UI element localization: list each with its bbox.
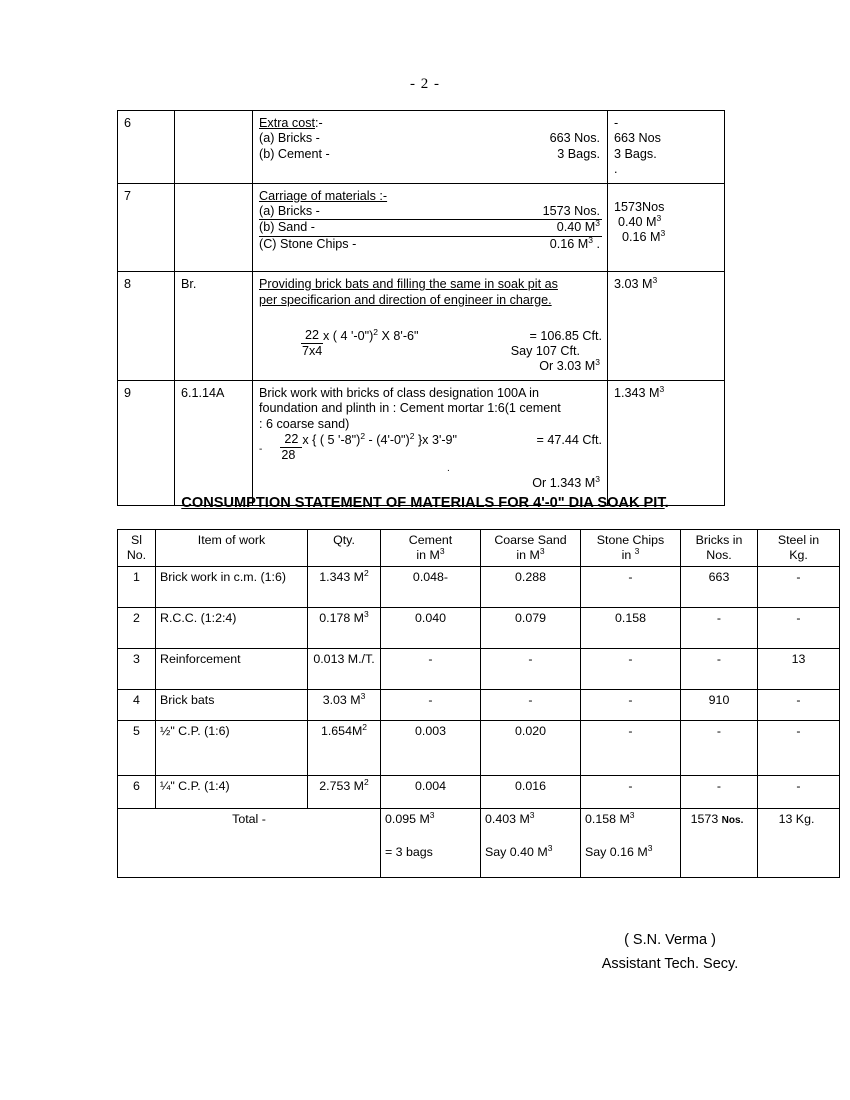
formula-result-1: = 47.44 Cft.: [536, 432, 602, 447]
formula-dot: .: [447, 462, 450, 474]
estimate-qty-7: [608, 183, 725, 272]
cell-chips: -: [581, 649, 681, 690]
total-sand: 0.403 $M^3$ Say 0.40 $M^3$: [481, 809, 581, 878]
carriage-sand-label: (b) Sand -: [259, 220, 315, 235]
cell-bricks: 910: [681, 690, 758, 721]
carriage-chips-value: 0.16 $M^3$ .: [549, 234, 600, 251]
estimate-description-8: [253, 272, 608, 380]
description-item-line: [259, 234, 602, 252]
consumption-statement-heading: [0, 495, 850, 511]
desc-line: Brick work with bricks of class designation 100A in: [259, 385, 539, 400]
estimate-table: [117, 110, 725, 506]
estimate-code-9: 6.1.14A: [175, 380, 253, 505]
cell-cement: 0.040: [381, 608, 481, 649]
cell-cement: 0.048-: [381, 567, 481, 608]
table-row: [118, 776, 840, 809]
carriage-sand-value: 0.40 $M^3$: [556, 218, 600, 235]
table-row: [118, 649, 840, 690]
formula-result-3: Or 3.03 $M^3$: [539, 357, 600, 374]
estimate-qty-6: [608, 111, 725, 184]
table-row: [118, 272, 725, 380]
cell-cement: 0.004: [381, 776, 481, 809]
formula-result-2: Or 1.343 $M^3$: [532, 473, 600, 491]
carriage-bricks-label: (a) Bricks -: [259, 204, 320, 219]
cell-qty: 0.178 $M^3$: [308, 608, 381, 649]
cement-label: (b) Cement -: [259, 146, 330, 161]
table-row: [118, 183, 725, 272]
heading-tail: .: [664, 495, 669, 511]
carriage-chips-label: (C) Stone Chips -: [259, 236, 357, 251]
estimate-sl-6: 6: [118, 111, 175, 184]
description-item-line: [259, 131, 602, 146]
total-cement: 0.095 $M^3$ = 3 bags: [381, 809, 481, 878]
cell-sand: -: [481, 690, 581, 721]
formula-dash: -: [259, 443, 263, 455]
cell-chips: -: [581, 690, 681, 721]
estimate-description-6: [253, 111, 608, 184]
cell-steel: -: [758, 721, 840, 776]
description-item-line: [259, 204, 602, 220]
cell-item: R.C.C. (1:2:4): [156, 608, 308, 649]
cell-item: ¼" C.P. (1:4): [156, 776, 308, 809]
cell-sand: 0.079: [481, 608, 581, 649]
table-row: [118, 608, 840, 649]
estimate-qty-9: 1.343 $M^3$: [608, 380, 725, 505]
table-row: [118, 111, 725, 184]
cell-bricks: -: [681, 649, 758, 690]
spacer: [259, 308, 602, 328]
cell-steel: -: [758, 776, 840, 809]
cell-qty: 2.753 $M^2$: [308, 776, 381, 809]
cell-sand: 0.016: [481, 776, 581, 809]
estimate-description-9: [253, 380, 608, 505]
bricks-label: (a) Bricks -: [259, 131, 320, 146]
fraction-denominator: 7x4: [302, 344, 323, 359]
cell-sl: 4: [118, 690, 156, 721]
description-title-line: [259, 189, 602, 204]
table-header-row: [118, 530, 840, 567]
cell-sl: 6: [118, 776, 156, 809]
column-header-stone-chips: Stone Chips in $^3$: [581, 530, 681, 567]
fraction-numerator: 22: [301, 328, 323, 344]
table-row: [118, 380, 725, 505]
column-header-steel-in-kg: Steel in Kg.: [758, 530, 840, 567]
cell-item: ½" C.P. (1:6): [156, 721, 308, 776]
desc-line: Providing brick bats and filling the same in soak pit as: [259, 277, 558, 292]
cell-item: Brick bats: [156, 690, 308, 721]
cell-sl: 1: [118, 567, 156, 608]
cell-qty: $1.654M^2$: [308, 721, 381, 776]
cell-chips: -: [581, 776, 681, 809]
desc-line: foundation and plinth in : Cement mortar 1:6(1 cement: [259, 401, 561, 416]
formula-expression: x ( 4 '-0")$^2$ X 8'-6": [323, 326, 419, 344]
estimate-sl-7: 7: [118, 183, 175, 272]
qty-line: 1573Nos: [614, 199, 665, 214]
extra-cost-title: Extra cost: [259, 116, 315, 130]
desc-line: per specificarion and direction of engineer in charge.: [259, 292, 552, 307]
page-number: - 2 -: [410, 76, 440, 92]
cell-sand: 0.288: [481, 567, 581, 608]
qty-line: .: [614, 162, 618, 177]
qty-line: 3 Bags.: [614, 146, 657, 161]
cement-value: 3 Bags.: [557, 146, 600, 161]
estimate-code-6: [175, 111, 253, 184]
total-chips: 0.158 $M^3$ Say 0.16 $M^3$: [581, 809, 681, 878]
cell-sl: 3: [118, 649, 156, 690]
cell-sand: -: [481, 649, 581, 690]
formula-expression: x { ( 5 '-8")$^2$ - (4'-0")$^2$ }x 3'-9": [302, 430, 458, 447]
heading-text: CONSUMPTION STATEMENT OF MATERIALS FOR 4'-0" DIA SOAK PIT: [181, 495, 665, 511]
signatory-name: ( S.N. Verma ): [624, 932, 716, 948]
consumption-table: [117, 529, 840, 878]
column-header-qty: Qty.: [308, 530, 381, 567]
estimate-sl-8: 8: [118, 272, 175, 380]
column-header-coarse-sand: Coarse Sand in $M^3$: [481, 530, 581, 567]
cell-steel: -: [758, 690, 840, 721]
fraction: [301, 328, 323, 360]
signatory-designation: Assistant Tech. Secy.: [601, 956, 739, 972]
formula-line: [259, 432, 602, 464]
estimate-description-7: [253, 183, 608, 272]
signature-block: [530, 928, 810, 976]
fraction-denominator: 28: [281, 448, 296, 463]
cell-bricks: -: [681, 776, 758, 809]
cell-chips: -: [581, 721, 681, 776]
table-row: [118, 721, 840, 776]
cell-qty: 1.343 $M^2$: [308, 567, 381, 608]
desc-line: : 6 coarse sand): [259, 416, 350, 431]
description-item-line: [259, 220, 602, 236]
cell-item: Reinforcement: [156, 649, 308, 690]
cell-cement: 0.003: [381, 721, 481, 776]
column-header-bricks-in-nos: Bricks in Nos.: [681, 530, 758, 567]
spacer: [614, 189, 719, 200]
qty-line: -: [614, 116, 619, 130]
carriage-bricks-value: 1573 Nos.: [542, 204, 600, 219]
cell-chips: -: [581, 567, 681, 608]
description-item-line: [259, 147, 602, 162]
total-bricks: 1573 Nos.: [681, 809, 758, 878]
cell-bricks: 663: [681, 567, 758, 608]
formula-result-2: Say 107 Cft.: [510, 343, 580, 358]
fraction-numerator: 22: [280, 432, 302, 448]
estimate-code-7: [175, 183, 253, 272]
formula-result-1: = 106.85 Cft.: [529, 329, 602, 344]
cell-cement: -: [381, 649, 481, 690]
cell-chips: 0.158: [581, 608, 681, 649]
cell-sl: 5: [118, 721, 156, 776]
estimate-qty-8: 3.03 $M^3$: [608, 272, 725, 380]
table-row: [118, 567, 840, 608]
column-header-cement: Cement in $M^3$: [381, 530, 481, 567]
cell-steel: -: [758, 608, 840, 649]
title-suffix: :-: [315, 116, 323, 130]
column-header-item-of-work: Item of work: [156, 530, 308, 567]
bricks-value: 663 Nos.: [549, 131, 600, 146]
carriage-title: Carriage of materials :-: [259, 188, 388, 203]
cell-steel: -: [758, 567, 840, 608]
cell-bricks: -: [681, 608, 758, 649]
table-total-row: [118, 809, 840, 878]
estimate-sl-9: 9: [118, 380, 175, 505]
cell-sl: 2: [118, 608, 156, 649]
fraction: [280, 432, 302, 464]
cell-bricks: -: [681, 721, 758, 776]
cell-sand: 0.020: [481, 721, 581, 776]
qty-line: 0.16 $M^3$: [622, 228, 666, 245]
cell-qty: 3.03 $M^3$: [308, 690, 381, 721]
cell-item: Brick work in c.m. (1:6): [156, 567, 308, 608]
table-row: [118, 690, 840, 721]
description-title-line: [259, 116, 602, 131]
total-steel: 13 Kg.: [758, 809, 840, 878]
spacer: [259, 162, 602, 176]
qty-line: 663 Nos: [614, 131, 661, 146]
column-header-sl-no: Sl No.: [118, 530, 156, 567]
estimate-code-8: Br.: [175, 272, 253, 380]
total-label: Total -: [118, 809, 381, 878]
cell-cement: -: [381, 690, 481, 721]
cell-steel: 13: [758, 649, 840, 690]
spacer: [259, 252, 602, 266]
cell-qty: 0.013 M./T.: [308, 649, 381, 690]
qty-line: 0.40 $M^3$: [618, 212, 662, 230]
